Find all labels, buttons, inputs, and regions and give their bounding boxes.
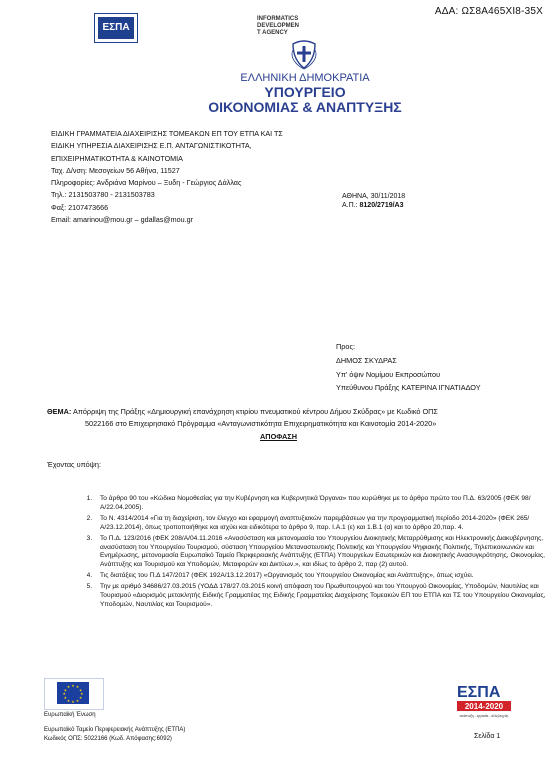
svg-text:★: ★ <box>75 685 80 690</box>
list-item: 5. Την με αριθμό 34686/27.03.2015 (ΥΟΔΔ 178/27.03.2015 κοινή απόφαση του Πρωθυπουργού και του Υπουργού Οικονομίας, Υποδομών, Ναυτιλίας και Τουρισμού «Διορισμός μετακλητής Ειδικής Γραμματέας της Ειδικής Γραμματείας Διαχείρισης Τομεακών ΕΠ του ΕΤΠΑ και ΤΣ του Υπουργείου Οικονομίας, Υποδομών, Ναυτιλίας και Τουρισμού». <box>94 583 549 609</box>
greek-emblem-icon <box>290 40 318 70</box>
svg-text:★: ★ <box>78 688 83 693</box>
svg-text:★: ★ <box>63 688 68 693</box>
svg-text:★: ★ <box>62 692 66 697</box>
ada-code: ΑΔΑ: ΩΣ8Α465ΧΙ8-35Χ <box>434 6 543 17</box>
sender-fax: Φαξ: 2107473666 <box>51 202 109 212</box>
subject-text-2: 5022166 στο Επιχειρησιακό Πρόγραμμα «Ανταγωνιστικότητα Επιχειρηματικότητα και Καινοτομία 2014-2020» <box>85 418 437 428</box>
footer-fund: Ευρωπαϊκό Ταμείο Περιφερειακής Ανάπτυξης (ΕΤΠΑ) <box>44 727 186 733</box>
ministry-title-1: ΥΠΟΥΡΓΕΙΟ <box>264 84 346 100</box>
espa-logo-text: ΕΣΠΑ <box>98 17 134 39</box>
subject-text-1: Απόρριψη της Πράξης «Δημιουργική επανάχρηση κτιρίου πνευματικού κέντρου Δήμου Σκύδρας» με Κωδικό ΟΠΣ <box>71 407 438 416</box>
sender-line-2: ΕΙΔΙΚΗ ΥΠΗΡΕΣΙΑ ΔΙΑΧΕΙΡΙΣΗΣ Ε.Π. ΑΝΤΑΓΩΝΙΣΤΙΚΟΤΗΤΑ, <box>51 141 252 151</box>
decision-title: ΑΠΟΦΑΣΗ <box>260 432 297 441</box>
sender-info: Πληροφορίες: Ανδριάνα Μαρίνου – Ξυδη - Γεώργιος Δάλλας <box>51 178 242 188</box>
espa-logo-top <box>94 13 138 43</box>
subject-block <box>47 406 517 429</box>
stamp-line-1: INFORMATICS <box>257 16 299 22</box>
having-regard: Έχοντας υπόψη: <box>47 460 101 469</box>
recipient-line-2: Υπ’ όψιν Νομίμου Εκπροσώπου <box>336 369 441 379</box>
recipient-line-3: Υπεύθυνου Πράξης ΚΑΤΕΡΙΝΑ ΙΓΝΑΤΙΑΔΟΥ <box>336 383 481 393</box>
recipient-line-1: ΔΗΜΟΣ ΣΚΥΔΡΑΣ <box>336 355 397 365</box>
svg-text:★: ★ <box>78 696 83 700</box>
svg-text:★: ★ <box>75 699 80 704</box>
ministry-title-2: ΟΙΚΟΝΟΜΙΑΣ & ΑΝΑΠΤΥΞΗΣ <box>208 99 402 115</box>
subject-label: ΘΕΜΑ: <box>47 407 72 416</box>
stamp-line-2: DEVELOPMEN <box>257 23 300 29</box>
protocol-number: 8120/2719/Α3 <box>359 201 404 209</box>
protocol <box>342 202 405 211</box>
date-block <box>342 193 405 210</box>
recipient-to-label: Προς: <box>336 342 356 351</box>
place-date: ΑΘΗΝΑ, 30/11/2018 <box>342 193 406 200</box>
list-item: 2. Το Ν. 4314/2014 «Για τη διαχείριση, τον έλεγχο και εφαρμογή αναπτυξιακών παρεμβάσεων για την προγραμματική περίοδο 2014-2020» (ΦΕΚ 265/Α/23.12.2014), όπως τροποποιήθηκε και ισχύει και ειδικότερα το άρθρο 9, παρ. Ι.Α.1 (ε) και 1.Β.1 (α) και το άρθρο 20,παρ. 4. <box>94 515 549 532</box>
svg-text:★: ★ <box>71 700 75 704</box>
svg-text:★: ★ <box>66 685 71 690</box>
list-item: 1. Το άρθρο 90 του «Κώδικα Νομοθεσίας για την Κυβέρνηση και Κυβερνητικά Όργανα» που κυρώθηκε με το άρθρο πρώτο του Π.Δ. 63/2005 (ΦΕΚ 98/Α/22.04.2005). <box>94 495 549 512</box>
svg-text:★: ★ <box>80 692 84 697</box>
recipient-block <box>336 340 481 395</box>
sender-line-3: ΕΠΙΧΕΙΡΗΜΑΤΙΚΟΤΗΤΑ & ΚΑΙΝΟΤΟΜΙΑ <box>51 153 183 163</box>
list-item: 4. Τις διατάξεις του Π.Δ 147/2017 (ΦΕΚ 192Α/13.12.2017) «Οργανισμός του Υπουργείου Οικονομίας και Ανάπτυξης», όπως ισχύει. <box>94 572 549 581</box>
espa-bottom-text: ΕΣΠΑ <box>457 684 501 701</box>
considerations-list <box>64 495 549 612</box>
espa-years: 2014-2020 <box>464 702 504 711</box>
ministry-header <box>180 72 430 115</box>
protocol-label: Α.Π.: <box>342 201 360 209</box>
footer-info <box>44 726 185 744</box>
sender-line-1: ΕΙΔΙΚΗ ΓΡΑΜΜΑΤΕΙΑ ΔΙΑΧΕΙΡΙΣΗΣ ΤΟΜΕΑΚΩΝ ΕΠ ΤΟΥ ΕΤΠΑ ΚΑΙ ΤΣ <box>51 129 283 138</box>
sender-email: Email: amarinou@mou.gr – gdallas@mou.gr <box>51 215 194 225</box>
sender-block <box>51 128 283 226</box>
sender-tel: Τηλ.: 2131503780 - 2131503783 <box>51 190 155 200</box>
svg-text:★: ★ <box>71 684 75 688</box>
stamp-line-3: T AGENCY <box>257 30 288 36</box>
svg-text:★: ★ <box>66 699 71 704</box>
eu-label: Ευρωπαϊκή Ένωση <box>44 712 96 718</box>
espa-logo-bottom <box>453 680 513 720</box>
page-number: Σελίδα 1 <box>474 733 501 740</box>
sender-address: Ταχ. Δ/νση: Μεσογείων 56 Αθήνα, 11527 <box>51 165 180 175</box>
republic-title: ΕΛΛΗΝΙΚΗ ΔΗΜΟΚΡΑΤΙΑ <box>240 72 370 84</box>
eu-flag-icon <box>57 682 89 704</box>
svg-text:★: ★ <box>63 696 68 700</box>
footer-code: Κωδικός ΟΠΣ: 5022166 (Κωδ. Απόφασης:6092) <box>44 736 172 742</box>
espa-tagline: ανάπτυξη - εργασία - αλληλεγγύη <box>459 714 509 718</box>
list-item: 3. Το Π.Δ. 123/2016 (ΦΕΚ 208/Α/04.11.2016 «Ανασύσταση και μετονομασία του Υπουργείου Διοικητικής Μεταρρύθμισης και Ηλεκτρονικής Διακυβέρνησης, ανασύσταση του Υπουργείου Τουρισμού, σύσταση Υπουργείου Μεταναστευτικής Πολιτικής και Υπουργείου Ψηφιακής Πολιτικής, Τηλεπικοινωνιών και Ενημέρωσης, μετονομασία Ευρωπαϊκό Ταμείο Περιφερειακής Ανάπτυξης (ΕΤΠΑ) Υπουργείων Εσωτερικών και Διοικητικής Ανασυγκρότησης, Οικονομίας, Ανάπτυξης και Τουρισμού και Υποδομών, Μεταφορών και Δικτύων.», και ιδίως το άρθρο 2, παρ (2) αυτού. <box>94 535 549 570</box>
